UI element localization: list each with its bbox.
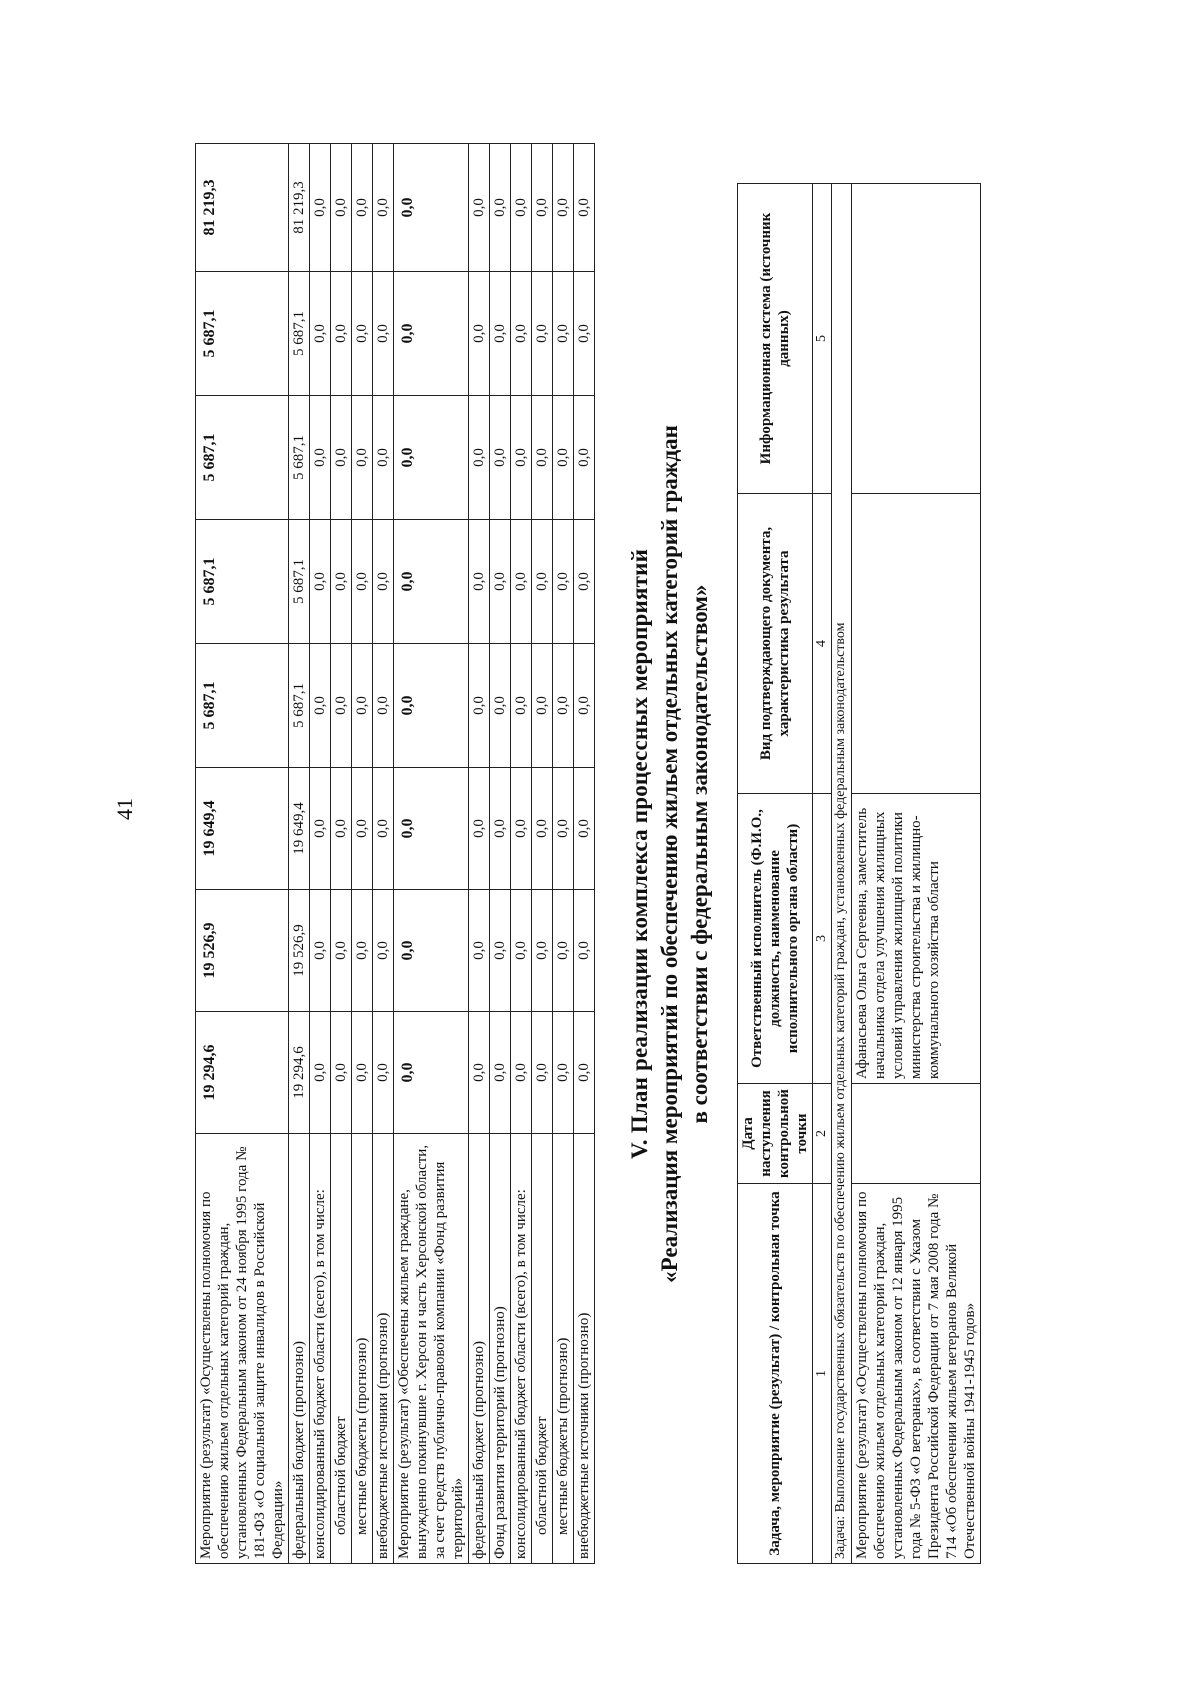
value-cell: 0,0: [511, 644, 532, 768]
value-cell: 0,0: [553, 396, 574, 520]
value-cell: 0,0: [394, 644, 469, 768]
plan-measure-row: [852, 184, 981, 1564]
value-cell: 0,0: [511, 272, 532, 396]
plan-header-row: [737, 184, 812, 1564]
value-cell: 0,0: [331, 396, 352, 520]
column-number: 4: [812, 494, 832, 794]
value-cell: 0,0: [574, 396, 595, 520]
value-cell: 81 219,3: [196, 144, 289, 272]
value-cell: 5 687,1: [196, 272, 289, 396]
value-cell: 0,0: [310, 890, 331, 1012]
row-label: консолидированный бюджет области (всего), в том числе:: [511, 1134, 532, 1564]
value-cell: 0,0: [373, 768, 394, 890]
value-cell: 0,0: [331, 768, 352, 890]
rotated-content: [195, 144, 1045, 1564]
task-cell: Задача: Выполнение государственных обязательств по обеспечению жильем отдельных категорий граждан, установленных федеральным законодательством: [832, 184, 852, 1564]
value-cell: 0,0: [574, 144, 595, 272]
value-cell: 0,0: [532, 520, 553, 644]
column-number: 2: [812, 1084, 832, 1184]
row-label: федеральный бюджет (прогнозно): [469, 1134, 490, 1564]
value-cell: 0,0: [490, 890, 511, 1012]
funding-row: [490, 144, 511, 1564]
value-cell: 0,0: [352, 396, 373, 520]
funding-row: [331, 144, 352, 1564]
value-cell: 0,0: [553, 144, 574, 272]
funding-row: [289, 144, 310, 1564]
value-cell: 0,0: [310, 768, 331, 890]
value-cell: 0,0: [511, 1012, 532, 1134]
value-cell: 0,0: [373, 396, 394, 520]
value-cell: 5 687,1: [289, 396, 310, 520]
responsible-cell: Афанасьева Ольга Сергеевна, заместитель начальника отдела улучшения жилищных условий управления жилищной политики министерства строительства и жилищно-коммунального хозяйства области: [852, 794, 981, 1084]
value-cell: 0,0: [310, 1012, 331, 1134]
value-cell: 0,0: [469, 644, 490, 768]
value-cell: 0,0: [469, 1012, 490, 1134]
value-cell: 0,0: [331, 144, 352, 272]
value-cell: 0,0: [553, 768, 574, 890]
value-cell: 0,0: [331, 890, 352, 1012]
value-cell: 0,0: [352, 890, 373, 1012]
value-cell: 0,0: [469, 768, 490, 890]
row-label: областной бюджет: [331, 1134, 352, 1564]
value-cell: 5 687,1: [289, 272, 310, 396]
finance-table-body: [196, 144, 595, 1564]
value-cell: 0,0: [490, 396, 511, 520]
value-cell: 0,0: [553, 890, 574, 1012]
plan-column-numbers-row: [812, 184, 832, 1564]
value-cell: 0,0: [469, 890, 490, 1012]
plan-header-responsible: Ответственный исполнитель (Ф.И.О., должность, наименование исполнительного органа области): [737, 794, 812, 1084]
section-subtitle-line1: «Реализация мероприятий по обеспечению жильем отдельных категорий граждан: [656, 425, 682, 1283]
value-cell: 0,0: [331, 644, 352, 768]
value-cell: 0,0: [394, 890, 469, 1012]
value-cell: 0,0: [373, 144, 394, 272]
value-cell: 0,0: [574, 272, 595, 396]
funding-row: [532, 144, 553, 1564]
value-cell: 0,0: [310, 644, 331, 768]
value-cell: 5 687,1: [196, 644, 289, 768]
value-cell: 0,0: [352, 272, 373, 396]
value-cell: 0,0: [310, 396, 331, 520]
value-cell: 0,0: [574, 890, 595, 1012]
value-cell: 0,0: [373, 644, 394, 768]
value-cell: 0,0: [532, 396, 553, 520]
value-cell: 0,0: [490, 144, 511, 272]
value-cell: 0,0: [373, 272, 394, 396]
measure-cell: Мероприятие (результат) «Осуществлены полномочия по обеспечению жильем отдельных категорий граждан, установленных Федеральным законом от 12 января 1995 года № 5-ФЗ «О ветеранах», в соответствии с Указом Президента Российской Федерации от 7 мая 2008 года № 714 «Об обеспечении жильем ветеранов Великой Отечественной войны 1941-1945 годов»: [852, 1184, 981, 1564]
value-cell: 0,0: [469, 520, 490, 644]
value-cell: 0,0: [394, 768, 469, 890]
row-label: внебюджетные источники (прогнозно): [373, 1134, 394, 1564]
value-cell: 0,0: [310, 272, 331, 396]
value-cell: 0,0: [574, 520, 595, 644]
page-number: 41: [112, 798, 137, 820]
value-cell: 0,0: [532, 144, 553, 272]
value-cell: 0,0: [511, 144, 532, 272]
row-label: местные бюджеты (прогнозно): [553, 1134, 574, 1564]
value-cell: 0,0: [574, 1012, 595, 1134]
plan-task-row: [832, 184, 852, 1564]
value-cell: 0,0: [532, 890, 553, 1012]
value-cell: 0,0: [553, 272, 574, 396]
funding-row: [310, 144, 331, 1564]
column-number: 3: [812, 794, 832, 1084]
value-cell: 0,0: [373, 520, 394, 644]
plan-header-document: Вид подтверждающего документа, характеристика результата: [737, 494, 812, 794]
value-cell: 19 649,4: [196, 768, 289, 890]
funding-row: [373, 144, 394, 1564]
value-cell: 0,0: [331, 520, 352, 644]
value-cell: 0,0: [394, 520, 469, 644]
value-cell: 0,0: [532, 1012, 553, 1134]
row-label: федеральный бюджет (прогнозно): [289, 1134, 310, 1564]
value-cell: 19 294,6: [289, 1012, 310, 1134]
value-cell: 0,0: [331, 1012, 352, 1134]
value-cell: 0,0: [511, 396, 532, 520]
value-cell: 5 687,1: [289, 644, 310, 768]
value-cell: 0,0: [553, 644, 574, 768]
plan-table: [737, 183, 982, 1564]
row-label: внебюджетные источники (прогнозно): [574, 1134, 595, 1564]
value-cell: 0,0: [352, 1012, 373, 1134]
value-cell: 0,0: [469, 396, 490, 520]
value-cell: 0,0: [490, 520, 511, 644]
section-subtitle-line2: в соответствии с федеральным законодательством»: [686, 584, 712, 1124]
value-cell: 0,0: [511, 520, 532, 644]
value-cell: 5 687,1: [196, 520, 289, 644]
value-cell: 0,0: [394, 1012, 469, 1134]
value-cell: 0,0: [511, 768, 532, 890]
section-heading: [625, 144, 715, 1564]
value-cell: 0,0: [352, 644, 373, 768]
plan-header-date: Дата наступления контрольной точки: [737, 1084, 812, 1184]
value-cell: 0,0: [490, 272, 511, 396]
value-cell: 0,0: [511, 890, 532, 1012]
value-cell: 0,0: [310, 144, 331, 272]
value-cell: 0,0: [394, 396, 469, 520]
measure-header-row: [196, 144, 289, 1564]
plan-header-task: Задача, мероприятие (результат) / контрольная точка: [737, 1184, 812, 1564]
plan-header-info-system: Информационная система (источник данных): [737, 184, 812, 494]
value-cell: 0,0: [490, 1012, 511, 1134]
value-cell: 5 687,1: [196, 396, 289, 520]
row-label: консолидированный бюджет области (всего), в том числе:: [310, 1134, 331, 1564]
column-number: 5: [812, 184, 832, 494]
value-cell: 0,0: [394, 144, 469, 272]
funding-row: [574, 144, 595, 1564]
date-cell: [852, 1084, 981, 1184]
value-cell: 19 294,6: [196, 1012, 289, 1134]
value-cell: 0,0: [490, 644, 511, 768]
value-cell: 5 687,1: [289, 520, 310, 644]
value-cell: 0,0: [490, 768, 511, 890]
value-cell: 0,0: [373, 1012, 394, 1134]
value-cell: 0,0: [469, 144, 490, 272]
value-cell: 0,0: [331, 272, 352, 396]
row-label: Мероприятие (результат) «Осуществлены полномочия по обеспечению жильем отдельных категорий граждан, установленных Федеральным законом от 24 ноября 1995 года № 181-ФЗ «О социальной защите инвалидов в Российской Федерации»: [196, 1134, 289, 1564]
row-label: Мероприятие (результат) «Обеспечены жильем граждане, вынужденно покинувшие г. Херсон и часть Херсонской области, за счет средств публично-правовой компании «Фонд развития территорий»: [394, 1134, 469, 1564]
funding-row: [511, 144, 532, 1564]
column-number: 1: [812, 1184, 832, 1564]
value-cell: 0,0: [553, 1012, 574, 1134]
document-cell: [852, 494, 981, 794]
row-label: областной бюджет: [532, 1134, 553, 1564]
value-cell: 81 219,3: [289, 144, 310, 272]
value-cell: 0,0: [574, 644, 595, 768]
value-cell: 0,0: [394, 272, 469, 396]
value-cell: 19 649,4: [289, 768, 310, 890]
value-cell: 0,0: [352, 144, 373, 272]
value-cell: 19 526,9: [289, 890, 310, 1012]
value-cell: 0,0: [310, 520, 331, 644]
finance-table: [195, 143, 595, 1564]
row-label: Фонд развития территорий (прогнозно): [490, 1134, 511, 1564]
value-cell: 0,0: [532, 768, 553, 890]
value-cell: 0,0: [352, 768, 373, 890]
value-cell: 19 526,9: [196, 890, 289, 1012]
value-cell: 0,0: [553, 520, 574, 644]
measure-header-row: [394, 144, 469, 1564]
funding-row: [553, 144, 574, 1564]
value-cell: 0,0: [469, 272, 490, 396]
funding-row: [469, 144, 490, 1564]
value-cell: 0,0: [373, 890, 394, 1012]
value-cell: 0,0: [532, 272, 553, 396]
value-cell: 0,0: [352, 520, 373, 644]
row-label: местные бюджеты (прогнозно): [352, 1134, 373, 1564]
info-system-cell: [852, 184, 981, 494]
value-cell: 0,0: [574, 768, 595, 890]
value-cell: 0,0: [532, 644, 553, 768]
funding-row: [352, 144, 373, 1564]
section-title: V. План реализации комплекса процессных мероприятий: [627, 548, 652, 1160]
